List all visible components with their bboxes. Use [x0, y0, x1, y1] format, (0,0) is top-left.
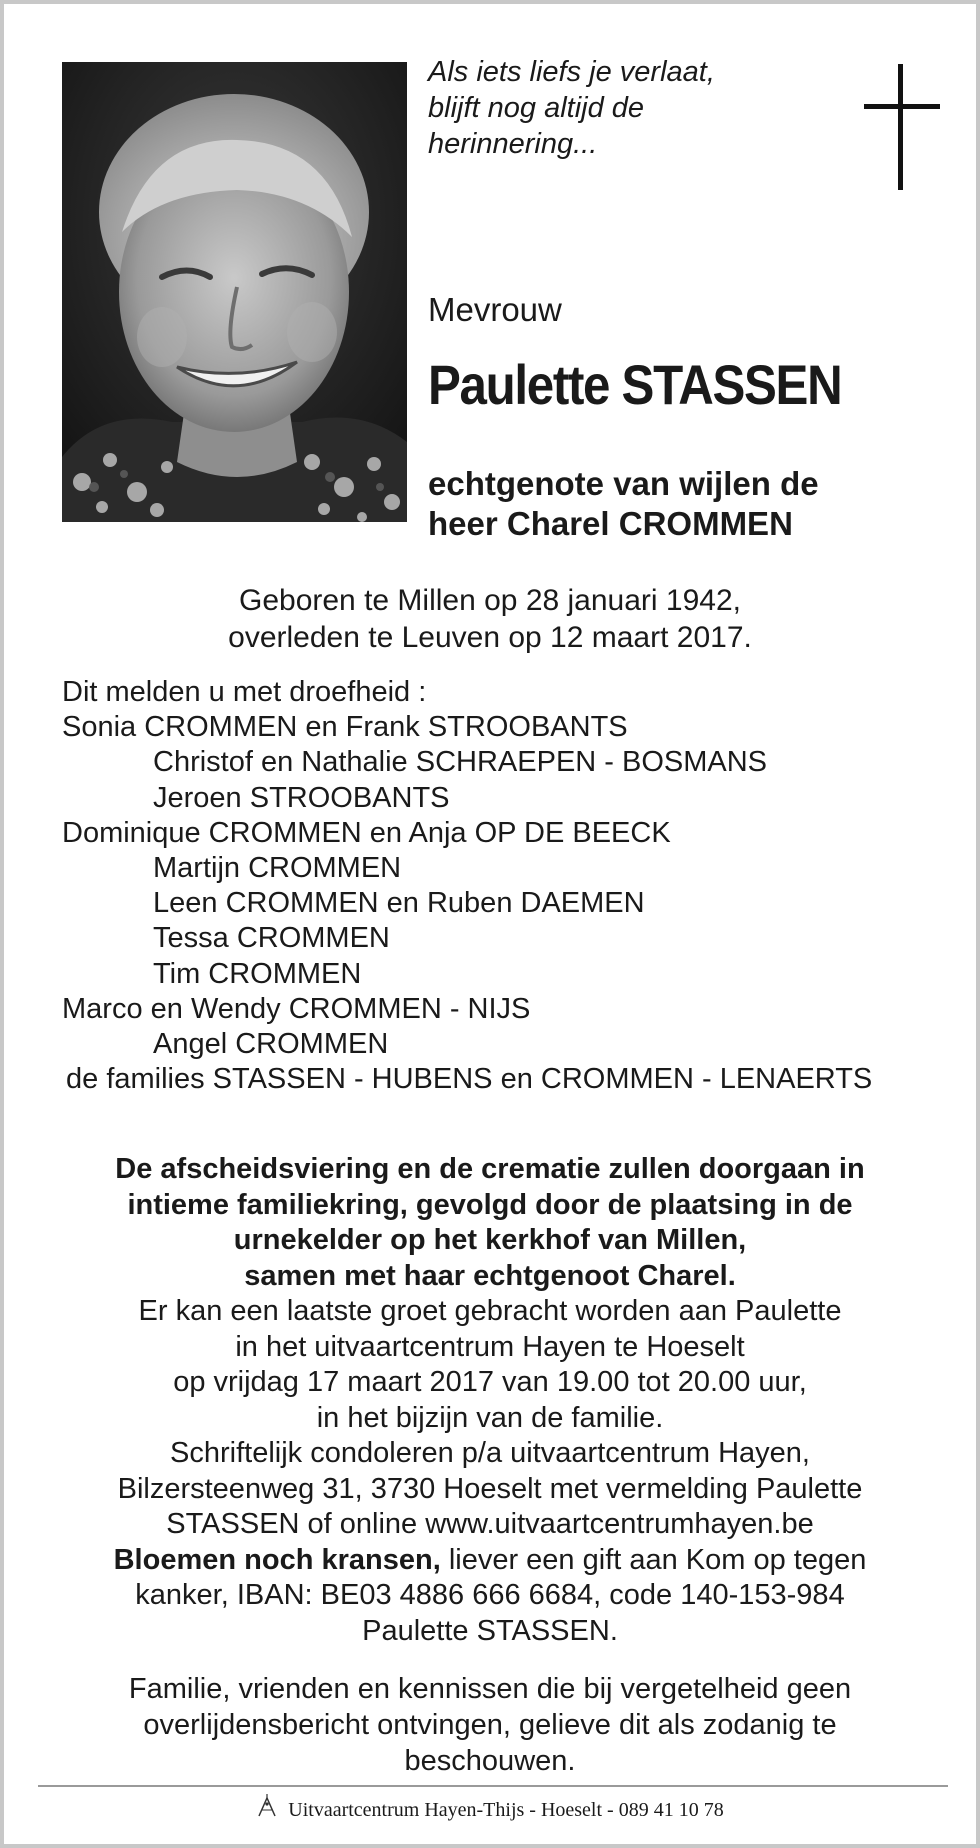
- mourner-line: Marco en Wendy CROMMEN - NIJS: [62, 992, 531, 1025]
- notice-line: Familie, vrienden en kennissen die bij vergetelheid geen: [128, 1673, 852, 1705]
- footer-text: Uitvaartcentrum Hayen-Thijs - Hoeselt - 089 41 10 78: [288, 1799, 724, 1822]
- ceremony-bold-line: intieme familiekring, gevolgd door de plaatsing in de: [127, 1188, 853, 1221]
- ceremony-line: Er kan een laatste groet gebracht worden aan Paulette: [138, 1295, 842, 1327]
- spouse-line: echtgenote van wijlen de: [428, 465, 819, 502]
- ceremony-line: Bilzersteenweg 31, 3730 Hoeselt met vermelding Paulette: [117, 1472, 863, 1505]
- ceremony-line: Paulette STASSEN.: [362, 1614, 618, 1647]
- flowers-rest: liever een gift aan Kom op tegen: [440, 1543, 867, 1576]
- ceremony-line: Schriftelijk condoleren p/a uitvaartcentrum Hayen,: [170, 1437, 810, 1469]
- spouse-info: [428, 464, 819, 544]
- salutation: Mevrouw: [428, 291, 562, 328]
- death-line: overleden te Leuven op 12 maart 2017.: [228, 621, 752, 654]
- notice-line: overlijdensbericht ontvingen, gelieve dit als zodanig te: [143, 1709, 837, 1741]
- flowers-line: [4, 1543, 976, 1579]
- mourners-list: [62, 675, 942, 1097]
- deceased-name: Paulette STASSEN: [428, 353, 842, 416]
- ceremony-line: kanker, IBAN: BE03 4886 666 6684, code 140-153-984: [135, 1579, 845, 1611]
- quote-line: blijft nog altijd de: [428, 92, 645, 124]
- ceremony-line: in het bijzijn van de familie.: [316, 1401, 664, 1434]
- mourner-line: Tim CROMMEN: [153, 957, 362, 990]
- flowers-bold: Bloemen noch kransen,: [113, 1543, 441, 1576]
- quote-line: Als iets liefs je verlaat,: [428, 56, 715, 88]
- portrait-photo: [62, 62, 407, 522]
- ceremony-bold-line: urnekelder op het kerkhof van Millen,: [233, 1224, 747, 1256]
- footer-divider: [38, 1785, 948, 1787]
- birth-death-info: [4, 582, 976, 656]
- birth-line: Geboren te Millen op 28 januari 1942,: [238, 584, 741, 617]
- ceremony-info: [4, 1152, 976, 1649]
- mourner-line: Tessa CROMMEN: [153, 922, 390, 955]
- ceremony-bold-line: De afscheidsviering en de crematie zullen doorgaan in: [115, 1153, 865, 1185]
- mourner-line: Sonia CROMMEN en Frank STROOBANTS: [62, 711, 628, 744]
- ceremony-line: in het uitvaartcentrum Hayen te Hoeselt: [235, 1330, 745, 1363]
- notice-text: [4, 1671, 976, 1779]
- mourner-line: Dominique CROMMEN en Anja OP DE BEECK: [62, 816, 671, 849]
- ceremony-line: STASSEN of online www.uitvaartcentrumhayen.be: [166, 1508, 814, 1540]
- memorial-quote: [428, 54, 768, 162]
- portrait-image: [62, 62, 407, 522]
- quote-line: herinnering...: [428, 128, 598, 160]
- mourner-line: Angel CROMMEN: [153, 1028, 389, 1061]
- footer: [4, 1794, 976, 1829]
- mourners-intro: Dit melden u met droefheid :: [62, 676, 427, 708]
- ceremony-bold-line: samen met haar echtgenoot Charel.: [244, 1259, 736, 1292]
- notice-line: beschouwen.: [404, 1745, 576, 1777]
- funeral-home-logo-icon: [256, 1794, 278, 1829]
- ceremony-line: op vrijdag 17 maart 2017 van 19.00 tot 20.00 uur,: [173, 1366, 807, 1398]
- mourner-line: Christof en Nathalie SCHRAEPEN - BOSMANS: [153, 746, 768, 779]
- mourner-line: Jeroen STROOBANTS: [153, 781, 450, 814]
- cross-icon: [864, 64, 940, 190]
- mourner-line: Leen CROMMEN en Ruben DAEMEN: [153, 887, 645, 920]
- spouse-line: heer Charel CROMMEN: [428, 505, 793, 542]
- mourner-line: Martijn CROMMEN: [153, 852, 402, 885]
- mourner-line: de families STASSEN - HUBENS en CROMMEN - LENAERTS: [66, 1063, 873, 1096]
